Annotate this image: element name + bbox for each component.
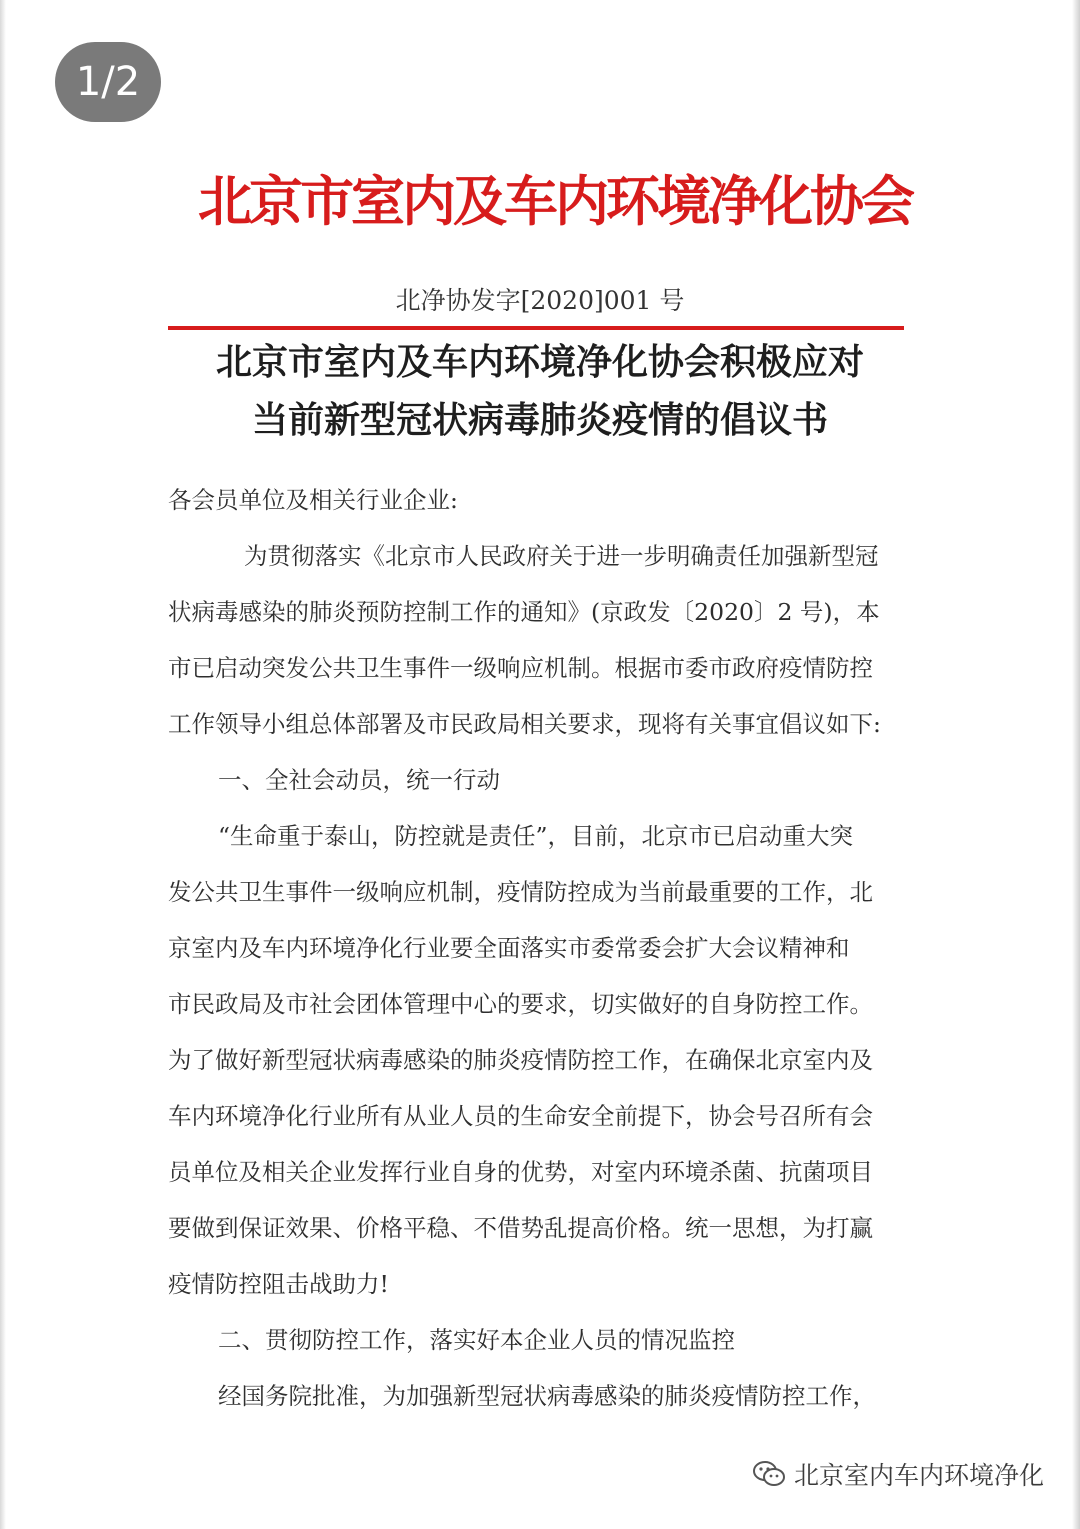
body-line: 经国务院批准，为加强新型冠状病毒感染的肺炎疫情防控工作，	[218, 1382, 876, 1410]
body-line: 状病毒感染的肺炎预防控制工作的通知》(京政发〔2020〕2 号)，本	[168, 598, 880, 626]
page-edge-right	[1072, 0, 1080, 1529]
red-divider	[168, 326, 904, 330]
body-line: 工作领导小组总体部署及市民政局相关要求，现将有关事宜倡议如下:	[168, 710, 881, 738]
body-line: 疫情防控阻击战助力!	[168, 1270, 389, 1298]
body-line: “生命重于泰山，防控就是责任”，目前，北京市已启动重大突	[218, 822, 854, 850]
document-title-line: 北京市室内及车内环境净化协会积极应对	[215, 342, 864, 383]
body-line: 为了做好新型冠状病毒感染的肺炎疫情防控工作，在确保北京室内及	[168, 1046, 873, 1074]
document-body	[168, 472, 918, 1424]
body-line: 发公共卫生事件一级响应机制，疫情防控成为当前最重要的工作，北	[168, 878, 873, 906]
body-line: 市已启动突发公共卫生事件一级响应机制。根据市委市政府疫情防控	[168, 654, 873, 682]
section-heading: 二、贯彻防控工作，落实好本企业人员的情况监控	[218, 1326, 735, 1354]
salutation: 各会员单位及相关行业企业:	[168, 486, 458, 514]
body-line: 车内环境净化行业所有从业人员的生命安全前提下，协会号召所有会	[168, 1102, 873, 1130]
page-edge-left	[0, 0, 6, 1529]
organization-title: 北京市室内及车内环境净化协会	[198, 170, 912, 233]
document-number: 北净协发字[2020]001 号	[395, 286, 685, 315]
body-line: 为贯彻落实《北京市人民政府关于进一步明确责任加强新型冠	[244, 542, 879, 570]
page-indicator[interactable]: 1/2	[55, 42, 161, 122]
document-title-line: 当前新型冠状病毒肺炎疫情的倡议书	[251, 400, 828, 441]
wechat-icon	[752, 1459, 786, 1489]
body-line: 要做到保证效果、价格平稳、不借势乱提高价格。统一思想，为打赢	[168, 1214, 873, 1242]
wechat-watermark	[752, 1456, 1044, 1492]
wechat-account-name: 北京室内车内环境净化	[793, 1461, 1044, 1490]
body-line: 市民政局及市社会团体管理中心的要求，切实做好的自身防控工作。	[168, 990, 873, 1018]
document-title	[140, 334, 940, 450]
body-line: 京室内及车内环境净化行业要全面落实市委常委会扩大会议精神和	[168, 934, 850, 962]
body-line: 员单位及相关企业发挥行业自身的优势，对室内环境杀菌、抗菌项目	[168, 1158, 873, 1186]
section-heading: 一、全社会动员，统一行动	[218, 766, 500, 794]
